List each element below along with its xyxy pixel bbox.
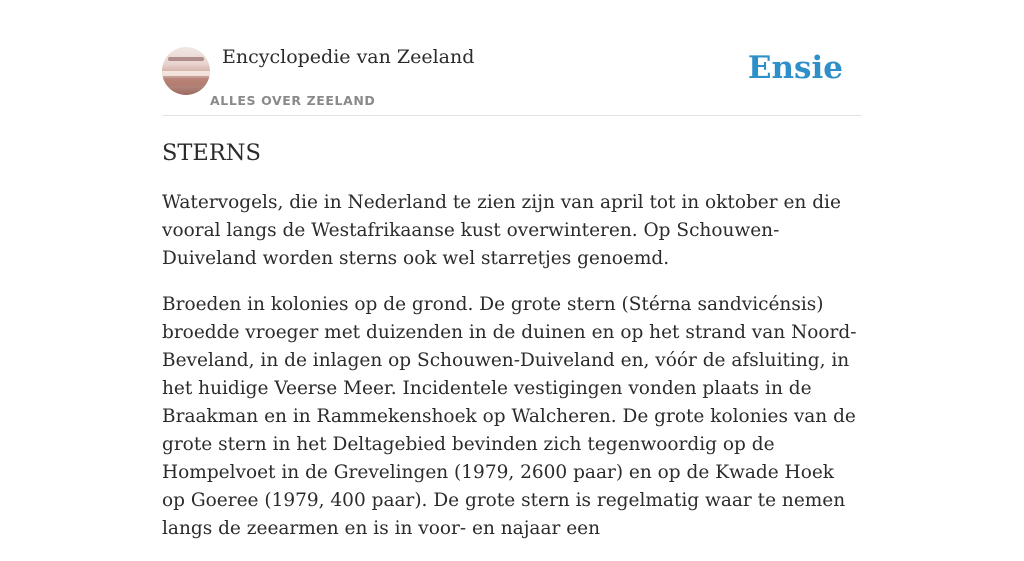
logo-detail bbox=[162, 78, 210, 86]
logo-detail bbox=[162, 71, 210, 76]
article-title: STERNS bbox=[162, 140, 261, 166]
site-logo[interactable] bbox=[162, 47, 210, 95]
site-header bbox=[162, 44, 862, 116]
site-title[interactable]: Encyclopedie van Zeeland bbox=[222, 46, 475, 68]
brand-logo-link[interactable]: Ensie bbox=[747, 50, 843, 86]
logo-detail bbox=[168, 57, 204, 61]
site-tagline: ALLES OVER ZEELAND bbox=[210, 93, 376, 108]
article bbox=[162, 140, 862, 561]
article-paragraph: Broeden in kolonies op de grond. De grote stern (Stérna sandvicénsis) broedde vroeger met duizenden in de duinen en op het strand van Noord-Beveland, in de inlagen op Schouwen-Duiveland en, vóór de afsluiting, in het huidige Veerse Meer. Incidentele vestigingen vonden plaats in de Braakman en in Rammekenshoek op Walcheren. De grote kolonies van de grote stern in het Deltagebied bevinden zich tegenwoordig op de Hompelvoet in de Grevelingen (1979, 2600 paar) en op de Kwade Hoek op Goeree (1979, 400 paar). De grote stern is regelmatig waar te nemen langs de zeearmen en is in voor- en najaar een bbox=[162, 294, 857, 539]
article-paragraph: Watervogels, die in Nederland te zien zijn van april tot in oktober en die vooral langs de Westafrikaanse kust overwinteren. Op Schouwen-Duiveland worden sterns ook wel starretjes genoemd. bbox=[162, 192, 841, 269]
